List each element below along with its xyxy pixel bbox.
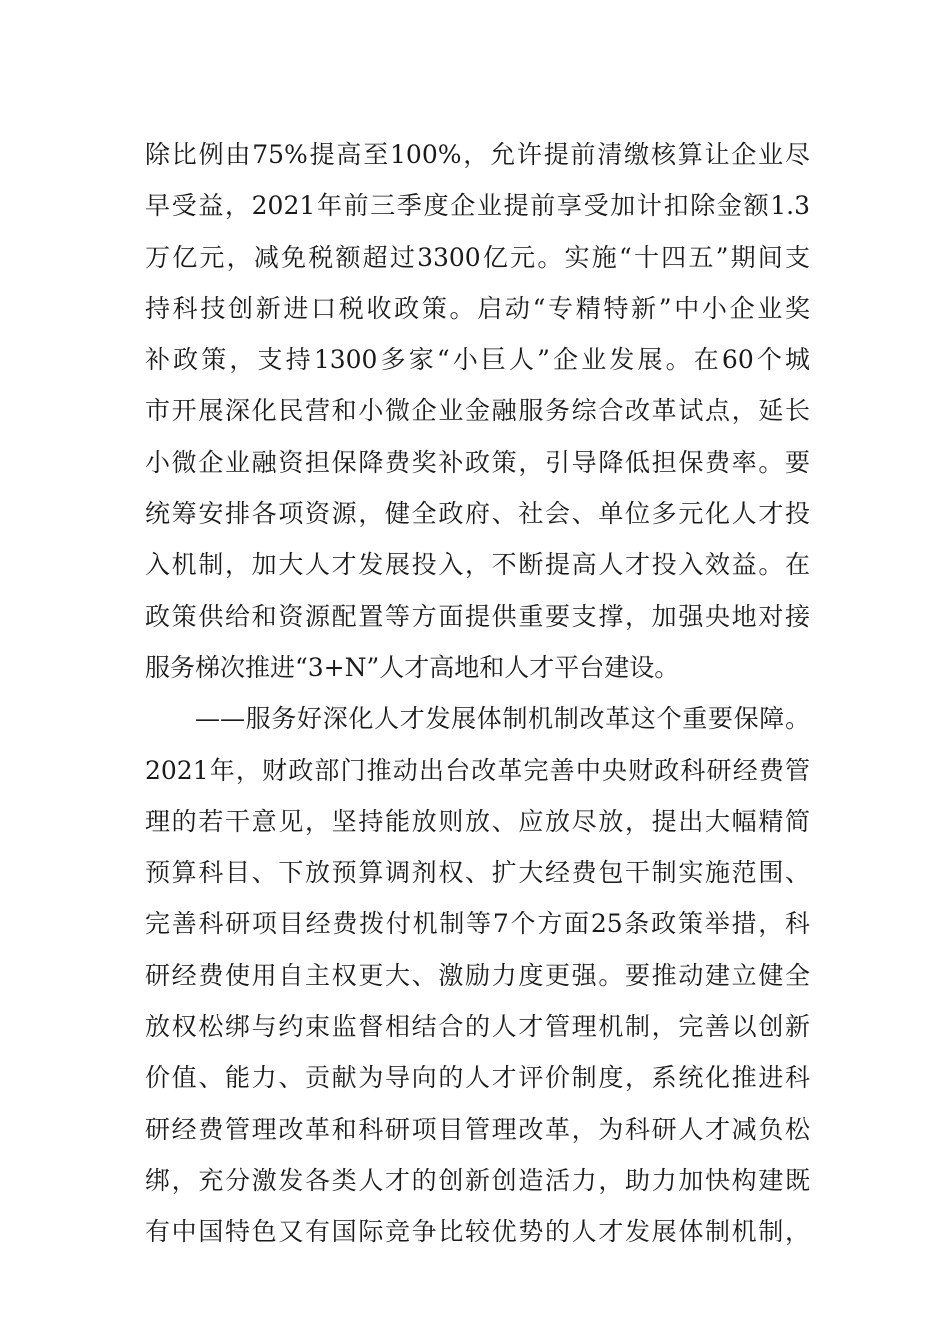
text-line: 绑，充分激发各类人才的创新创造活力，助力加快构建既 — [145, 1165, 810, 1195]
paragraph-end-line: 服务梯次推进“3+N”人才高地和人才平台建设。 — [145, 652, 680, 682]
text-line: 持科技创新进口税收政策。启动“专精特新”中小企业奖 — [145, 293, 810, 323]
body-text — [145, 129, 810, 1258]
text-line: 入机制，加大人才发展投入，不断提高人才投入效益。在 — [145, 550, 810, 580]
text-line: 研经费管理改革和科研项目管理改革，为科研人才减负松 — [145, 1114, 810, 1144]
text-line: 价值、能力、贡献为导向的人才评价制度，系统化推进科 — [145, 1063, 810, 1093]
text-line: 万亿元，减免税额超过3300亿元。实施“十四五”期间支 — [145, 242, 810, 272]
text-line: 理的若干意见，坚持能放则放、应放尽放，提出大幅精简 — [145, 806, 810, 836]
text-line: 早受益，2021年前三季度企业提前享受加计扣除金额1.3 — [145, 191, 810, 221]
text-line: 2021年，财政部门推动出台改革完善中央财政科研经费管 — [145, 755, 810, 785]
text-line: 放权松绑与约束监督相结合的人才管理机制，完善以创新 — [145, 1012, 810, 1042]
text-line: 小微企业融资担保降费奖补政策，引导降低担保费率。要 — [145, 447, 810, 477]
text-line: 政策供给和资源配置等方面提供重要支撑，加强央地对接 — [145, 601, 810, 631]
text-line: 除比例由75%提高至100%，允许提前清缴核算让企业尽 — [145, 140, 810, 169]
text-line: 研经费使用自主权更大、激励力度更强。要推动建立健全 — [145, 960, 810, 990]
section-heading-line: ——服务好深化人才发展体制机制改革这个重要保障。 — [195, 704, 810, 734]
text-line: 市开展深化民营和小微企业金融服务综合改革试点，延长 — [145, 396, 810, 426]
text-line: 完善科研项目经费拨付机制等7个方面25条政策举措，科 — [145, 909, 810, 939]
text-line: 补政策，支持1300多家“小巨人”企业发展。在60个城 — [145, 345, 810, 375]
text-line: 有中国特色又有国际竞争比较优势的人才发展体制机制， — [145, 1217, 810, 1247]
text-line: 统筹安排各项资源，健全政府、社会、单位多元化人才投 — [145, 499, 810, 529]
text-line: 预算科目、下放预算调剂权、扩大经费包干制实施范围、 — [145, 858, 810, 888]
